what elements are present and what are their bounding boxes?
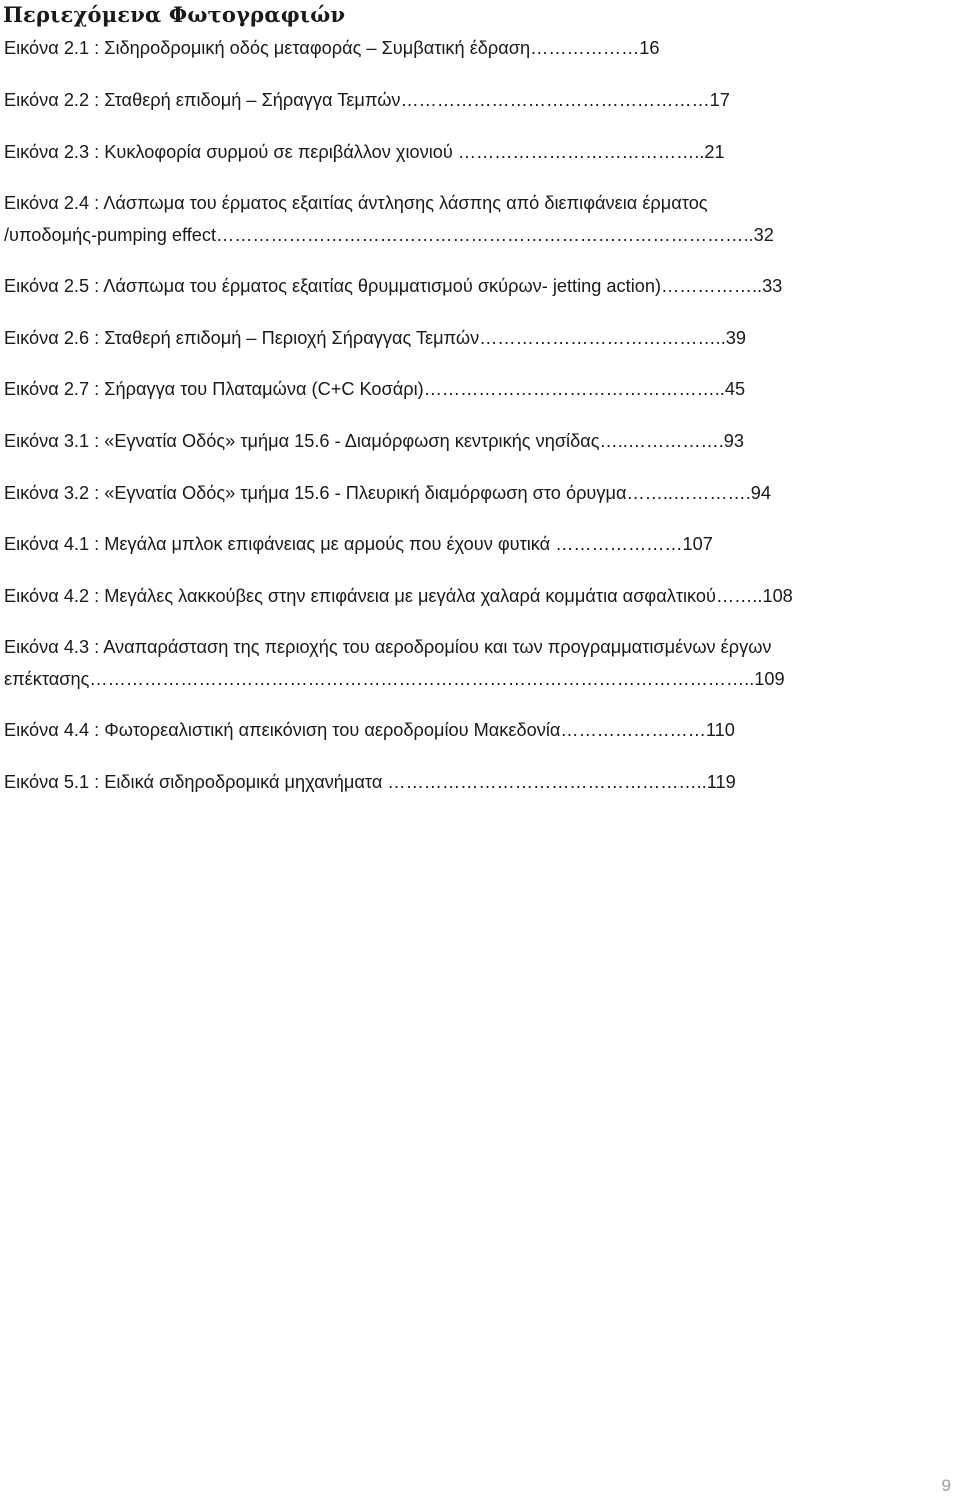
toc-entry-text-continued: /υποδομής-pumping effect……………………………………………………………………………..32 <box>4 225 774 245</box>
toc-entry-2-1[interactable] <box>4 32 660 64</box>
toc-entry-text: Εικόνα 2.5 : Λάσπωμα του έρματος εξαιτίας θρυμματισμού σκύρων- jetting action)……………..33 <box>4 276 783 296</box>
toc-entry-2-4[interactable] <box>4 187 774 251</box>
toc-entry-text: Εικόνα 2.3 : Κυκλοφορία συρμού σε περιβάλλον χιονιού …………………………………..21 <box>4 142 725 162</box>
toc-entry-5-1[interactable] <box>4 766 736 798</box>
toc-entry-4-3[interactable] <box>4 631 785 695</box>
toc-entry-text: Εικόνα 2.2 : Σταθερή επιδομή – Σήραγγα Τεμπών……………………………………………17 <box>4 90 730 110</box>
toc-entry-4-2[interactable] <box>4 580 793 612</box>
toc-entry-4-4[interactable] <box>4 714 735 746</box>
toc-entry-3-2[interactable] <box>4 477 771 509</box>
toc-entry-2-6[interactable] <box>4 322 746 354</box>
toc-entry-text: Εικόνα 2.7 : Σήραγγα του Πλαταμώνα (C+C Κοσάρι)…………………………………………..45 <box>4 379 746 399</box>
toc-entry-text: Εικόνα 3.1 : «Εγνατία Οδός» τμήμα 15.6 - Διαμόρφωση κεντρικής νησίδας…..…………….93 <box>4 431 745 451</box>
toc-entry-text: Εικόνα 3.2 : «Εγνατία Οδός» τμήμα 15.6 - Πλευρική διαμόρφωση στο όρυγμα……..………….94 <box>4 483 771 503</box>
toc-entry-text: Εικόνα 4.2 : Μεγάλες λακκούβες στην επιφάνεια με μεγάλα χαλαρά κομμάτια ασφαλτικού……..108 <box>4 586 793 606</box>
toc-entry-text: Εικόνα 2.6 : Σταθερή επιδομή – Περιοχή Σήραγγας Τεμπών…………………………………..39 <box>4 328 746 348</box>
toc-entry-2-7[interactable] <box>4 373 745 405</box>
toc-entry-text-continued: επέκτασης………………………………………………………………………………………………..109 <box>4 669 785 689</box>
toc-entry-3-1[interactable] <box>4 425 744 457</box>
toc-entry-4-1[interactable] <box>4 528 713 560</box>
toc-entry-text: Εικόνα 2.1 : Σιδηροδρομική οδός μεταφοράς – Συμβατική έδραση………………16 <box>4 38 660 58</box>
page-title: Περιεχόμενα Φωτογραφιών <box>3 2 346 27</box>
toc-entry-2-2[interactable] <box>4 84 730 116</box>
toc-entry-2-3[interactable] <box>4 136 725 168</box>
toc-entry-2-5[interactable] <box>4 270 782 302</box>
toc-entry-text: Εικόνα 4.3 : Αναπαράσταση της περιοχής του αεροδρομίου και των προγραμματισμένων έργων <box>4 637 772 657</box>
toc-entry-text: Εικόνα 4.1 : Μεγάλα μπλοκ επιφάνειας με αρμούς που έχουν φυτικά …………………107 <box>4 534 713 554</box>
toc-entry-text: Εικόνα 2.4 : Λάσπωμα του έρματος εξαιτίας άντλησης λάσπης από διεπιφάνεια έρματος <box>4 193 708 213</box>
toc-entry-text: Εικόνα 5.1 : Ειδικά σιδηροδρομικά μηχανήματα ……………………………………………..119 <box>4 772 736 792</box>
toc-entry-text: Εικόνα 4.4 : Φωτορεαλιστική απεικόνιση του αεροδρομίου Μακεδονία……………………110 <box>4 720 735 740</box>
page-number: 9 <box>941 1476 951 1495</box>
